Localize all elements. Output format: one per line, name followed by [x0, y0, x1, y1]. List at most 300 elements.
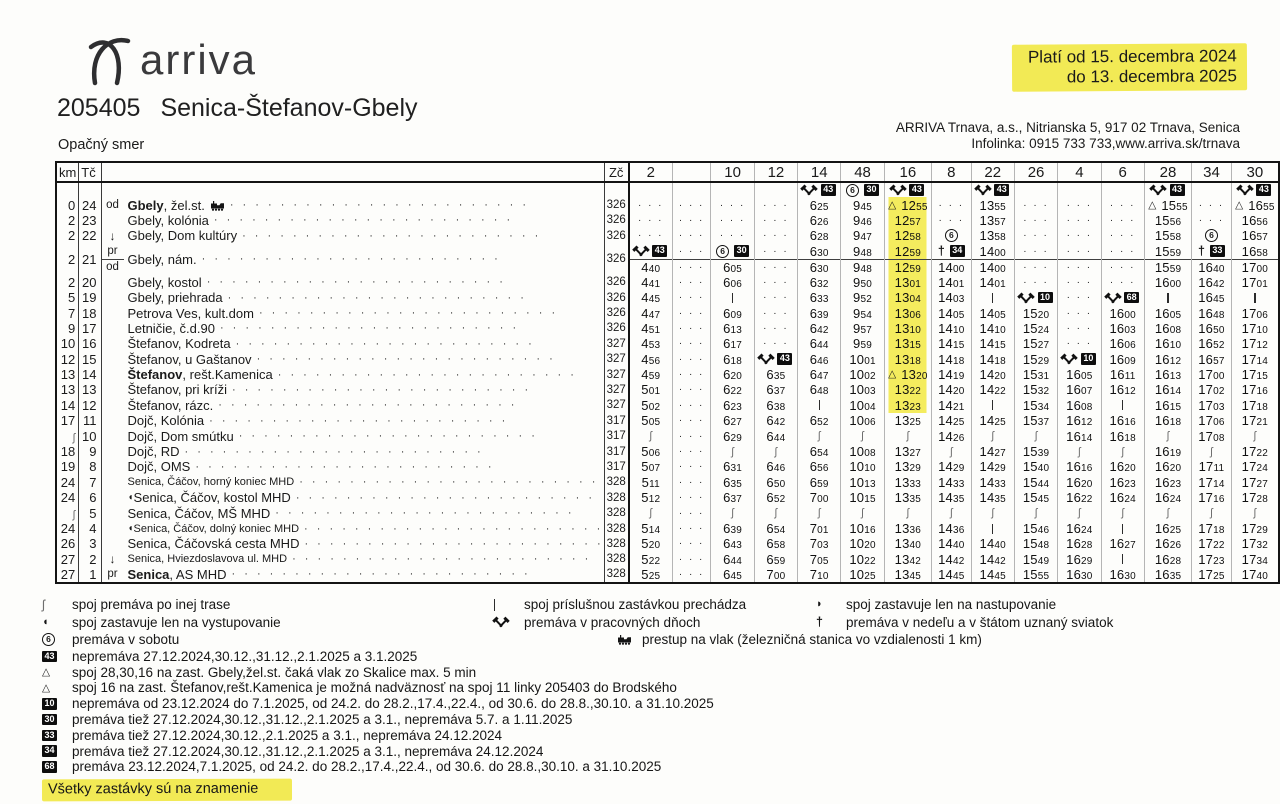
trip-header: 48 [841, 162, 884, 182]
time-cell [672, 567, 711, 583]
time-cell [1101, 336, 1144, 351]
station-tc: 2 [79, 552, 101, 567]
time-value: 1322 [894, 382, 922, 398]
no-service-dots: · · · [1109, 276, 1136, 288]
station-marker [101, 352, 123, 367]
dot-leader: · · · · · · · · · · · · · · · · · · · · · · · · [277, 368, 577, 381]
station-name: Dojč, OMS · · · · · · · · · · · · · · · · · · · · · · · · [124, 459, 605, 474]
time-cell [1192, 490, 1232, 505]
time-value: 1258 [894, 228, 922, 244]
time-cell [798, 475, 841, 490]
time-cell [1192, 428, 1232, 443]
station-name: Gbely, priehrada · · · · · · · · · · · · · · · · · · · · · · · · [124, 290, 605, 305]
station-marker [101, 275, 123, 290]
time-cell [1231, 567, 1279, 583]
station-row [56, 382, 1279, 397]
note-text: premáva tiež 27.12.2024,30.12.,31.12.,2.1.2025 a 3.1., nepremáva 5.7. a 1.11.2025 [72, 712, 573, 728]
time-cell [672, 413, 711, 428]
time-value: 1559 [1154, 243, 1182, 259]
other-route-icon: ʃ [1034, 430, 1038, 443]
time-value: 1534 [1022, 397, 1050, 413]
time-value: 1555 [1161, 197, 1188, 213]
station-km: 2 [56, 213, 79, 228]
time-cell [798, 321, 841, 336]
station-tc: 19 [79, 290, 101, 305]
no-service-dots: · · · [678, 338, 705, 350]
time-value: 1445 [979, 566, 1006, 582]
station-marker [101, 382, 123, 397]
legend-icon [494, 599, 524, 611]
note-text: premáva tiež 27.12.2024,30.12.,31.12.,2.1.2025 a 3.1., nepremáva 24.12.2024 [72, 743, 544, 759]
station-zc: 326 [604, 228, 629, 243]
other-route-icon: ʃ [991, 430, 994, 443]
time-value: 1706 [1241, 305, 1269, 321]
time-value: 1335 [894, 490, 922, 506]
time-cell [1144, 336, 1191, 351]
no-service-dots: · · · [678, 353, 705, 365]
note-text: spoj 16 na zast. Štefanov,rešt.Kamenica je možná nadväznosť na spoj 11 linky 205403 do Brodského [72, 680, 677, 696]
time-value: 1618 [1154, 413, 1182, 429]
marker-pr: pr [107, 568, 118, 581]
time-cell [798, 567, 841, 583]
time-cell [1014, 259, 1057, 275]
time-value: 1433 [938, 474, 965, 490]
station-zc: 317 [604, 413, 629, 428]
other-route-icon: ʃ [731, 507, 734, 520]
station-zc: 326 [604, 213, 629, 228]
time-cell [932, 444, 972, 459]
time-value: 1336 [894, 521, 922, 536]
time-cell [1192, 352, 1232, 367]
time-cell [1014, 382, 1057, 397]
time-cell [884, 382, 931, 397]
station-marker [101, 552, 123, 567]
station-tc: 17 [79, 321, 101, 336]
time-cell [754, 290, 797, 305]
header-tc: Tč [79, 162, 101, 182]
time-value: 1613 [1154, 367, 1182, 383]
other-route-icon: ʃ [817, 507, 821, 520]
time-cell [884, 505, 931, 520]
time-cell [754, 213, 797, 228]
time-cell [1058, 228, 1101, 243]
time-value: 1304 [894, 290, 922, 306]
time-value: 1445 [938, 566, 965, 582]
time-cell [932, 505, 972, 520]
time-cell [629, 413, 673, 428]
note-item [42, 680, 1252, 696]
station-name: Senica, Čáčov, horný koniec MHD · · · · · · · · · · · · · · · · · · · · · · · · [124, 475, 605, 490]
no-service-dots: · · · [763, 230, 789, 242]
note-badge: 30 [864, 184, 879, 196]
station-zc: 327 [604, 398, 629, 413]
time-cell [1192, 197, 1232, 212]
time-cell [1014, 428, 1057, 443]
time-cell [932, 490, 972, 505]
time-value: 1652 [1198, 336, 1225, 352]
trip-header [672, 162, 711, 182]
no-service-dots: · · · [678, 276, 705, 288]
train-icon [210, 200, 225, 211]
time-cell [1144, 521, 1191, 536]
station-row [56, 213, 1279, 228]
time-value: 1310 [894, 320, 922, 336]
time-value: 648 [809, 382, 829, 398]
no-service-dots: · · · [763, 199, 789, 211]
time-value: 1405 [979, 305, 1006, 321]
time-cell [754, 275, 797, 290]
time-cell [1144, 382, 1191, 397]
passes-stop-icon [1167, 293, 1168, 303]
time-cell [1231, 552, 1279, 567]
time-cell [672, 505, 711, 520]
dot-leader: · · · · · · · · · · · · · · · · · · · · · · · · [295, 491, 596, 504]
time-cell [798, 459, 841, 474]
time-cell [1192, 367, 1232, 382]
time-cell [1231, 259, 1279, 275]
station-km: 26 [56, 536, 79, 551]
note-icon [42, 667, 72, 678]
time-cell [1231, 336, 1279, 351]
saturday-icon: 6 [42, 633, 55, 646]
time-value: 947 [853, 228, 873, 244]
time-cell [672, 398, 711, 413]
note-badge: 43 [777, 353, 792, 365]
time-cell [841, 490, 884, 505]
connection-triangle-icon: △ [42, 681, 51, 694]
other-route-icon: ʃ [861, 507, 864, 520]
note-text: premáva 23.12.2024,7.1.2025, od 24.2. do 28.2.,17.4.,22.4., od 30.6. do 28.8.,30.10. a 31.10.2025 [72, 759, 662, 775]
time-value: 1426 [938, 428, 965, 444]
time-value: 644 [766, 428, 786, 444]
other-route-icon: ʃ [731, 445, 734, 458]
time-cell [1144, 398, 1191, 413]
time-value: 1607 [1066, 382, 1093, 398]
column-symbols-row [56, 182, 1279, 197]
time-value: 1400 [979, 259, 1006, 275]
header-blank [101, 162, 604, 182]
station-tc: 16 [79, 336, 101, 351]
no-service-dots: · · · [678, 384, 705, 396]
time-cell [841, 305, 884, 320]
time-value: 1433 [979, 474, 1006, 490]
trip-header: 30 [1231, 162, 1279, 182]
time-cell [841, 428, 884, 443]
time-cell [672, 352, 711, 367]
time-value: 1436 [938, 521, 965, 536]
time-value: 1625 [1154, 521, 1182, 536]
time-cell [711, 413, 754, 428]
time-cell [841, 521, 884, 536]
station-zc: 327 [604, 352, 629, 367]
time-cell [754, 197, 797, 212]
time-value: 1425 [938, 413, 965, 429]
no-service-dots: · · · [678, 399, 705, 411]
station-km [56, 428, 79, 443]
station-zc: 326 [604, 290, 629, 305]
time-value: 957 [853, 320, 873, 336]
time-cell [1192, 536, 1232, 551]
time-value: 1725 [1198, 566, 1225, 582]
time-cell [1231, 505, 1279, 520]
time-cell [711, 336, 754, 351]
time-cell [1192, 552, 1232, 567]
time-cell [629, 475, 673, 490]
time-cell [754, 444, 797, 459]
time-cell [884, 398, 931, 413]
dot-leader: · · · · · · · · · · · · · · · · · · · · · · · · [206, 276, 506, 289]
time-value: 703 [809, 536, 829, 552]
time-value: 1555 [1022, 566, 1050, 582]
station-zc: 326 [604, 321, 629, 336]
time-cell [1231, 413, 1279, 428]
time-cell [971, 197, 1014, 212]
workdays-icon [1238, 185, 1251, 196]
no-service-dots: · · · [678, 307, 705, 319]
time-value: 1524 [1022, 320, 1050, 336]
station-tc: 22 [79, 228, 101, 243]
time-value: 1401 [979, 274, 1006, 290]
time-cell [629, 567, 673, 583]
time-cell [1192, 259, 1232, 275]
time-cell [884, 336, 931, 351]
time-cell [1192, 459, 1232, 474]
station-row [56, 352, 1279, 367]
time-value: 1722 [1241, 444, 1269, 460]
time-cell [798, 382, 841, 397]
time-cell [711, 536, 754, 551]
time-cell [1231, 490, 1279, 505]
time-value: 1327 [894, 444, 922, 460]
legend-icon [42, 633, 72, 646]
legend-text: spoj príslušnou zastávkou prechádza [524, 597, 747, 613]
note-item [42, 696, 1252, 712]
time-value: 1429 [979, 459, 1006, 475]
note-text: spoj 28,30,16 na zast. Gbely,žel.st. čaká vlak zo Skalice max. 5 min [72, 664, 477, 680]
station-row [56, 367, 1279, 382]
station-marker [101, 336, 123, 351]
no-service-dots: · · · [678, 568, 705, 580]
time-value: 511 [641, 474, 660, 490]
time-cell [841, 213, 884, 228]
workdays-icon [976, 185, 989, 196]
time-value: 1616 [1066, 459, 1093, 475]
dot-leader: · · · · · · · · · · · · · · · · · · · · · · · · [258, 307, 559, 320]
time-cell [711, 490, 754, 505]
time-cell [841, 459, 884, 474]
time-value: 1400 [979, 243, 1006, 259]
station-tc: 10 [79, 428, 101, 443]
time-cell [1058, 305, 1101, 320]
time-cell [672, 275, 711, 290]
time-cell [1014, 521, 1057, 536]
no-service-dots: · · · [678, 476, 705, 488]
station-marker [101, 521, 123, 536]
other-route-icon: ʃ [906, 507, 910, 520]
other-route-icon: ʃ [649, 430, 652, 443]
time-cell [1058, 475, 1101, 490]
time-cell [1014, 228, 1057, 243]
time-cell [629, 428, 673, 443]
time-cell [754, 521, 797, 536]
time-cell [798, 367, 841, 382]
legend-item [494, 615, 816, 630]
time-cell [711, 275, 754, 290]
marker-od: od [106, 261, 119, 274]
time-value: 1628 [1154, 551, 1182, 567]
workdays-icon [1152, 185, 1165, 196]
time-value: 1556 [1154, 212, 1182, 228]
time-value: 1658 [1241, 243, 1269, 259]
station-km: 27 [56, 552, 79, 567]
time-cell [932, 536, 972, 551]
station-km: 0 [56, 197, 79, 212]
time-cell [1101, 244, 1144, 260]
time-value: 1656 [1241, 212, 1269, 228]
time-cell [1014, 490, 1057, 505]
time-cell [841, 244, 884, 260]
time-cell [1101, 382, 1144, 397]
time-cell [711, 197, 754, 212]
note-text: premáva tiež 27.12.2024,30.12.,2.1.2025 a 3.1., nepremáva 24.12.2024 [72, 727, 503, 743]
no-service-dots: · · · [1198, 199, 1225, 211]
time-cell [884, 275, 931, 290]
time-value: 1002 [849, 367, 876, 383]
time-value: 1435 [979, 490, 1006, 506]
time-value: 456 [641, 351, 661, 367]
other-route-icon: ʃ [774, 507, 778, 520]
saturday-icon: 6 [945, 229, 958, 242]
legend-icon [42, 617, 72, 628]
time-cell [1058, 290, 1101, 305]
time-value: 656 [809, 459, 829, 475]
time-value: 1609 [1109, 351, 1136, 367]
time-cell [971, 213, 1014, 228]
station-tc: 8 [79, 459, 101, 474]
time-cell [841, 197, 884, 212]
trip-header: 16 [884, 162, 931, 182]
time-cell [884, 536, 931, 551]
time-value: 441 [641, 274, 661, 290]
time-value: 654 [809, 444, 829, 460]
time-cell [1014, 197, 1057, 212]
time-cell [711, 352, 754, 367]
time-cell [798, 505, 841, 520]
note-badge: 43 [1256, 184, 1271, 196]
time-value: 1716 [1198, 490, 1225, 506]
time-cell [754, 567, 797, 583]
time-cell [672, 336, 711, 351]
time-cell [932, 197, 972, 212]
time-cell [1192, 290, 1232, 305]
legend-item [42, 615, 494, 630]
dot-leader: · · · · · · · · · · · · · · · · · · · · · · · · [218, 399, 518, 412]
no-service-dots: · · · [1023, 276, 1049, 288]
time-value: 643 [723, 536, 743, 552]
time-value: 1701 [1241, 274, 1269, 290]
time-cell [1192, 567, 1232, 583]
time-value: 701 [809, 521, 829, 536]
line-number: 205405 [57, 94, 141, 122]
time-value: 629 [723, 428, 743, 444]
time-value: 639 [723, 521, 743, 536]
time-cell [1231, 275, 1279, 290]
sunday-holiday-icon: † [937, 243, 945, 258]
other-route-icon: ʃ [1166, 507, 1170, 520]
time-cell [1101, 567, 1144, 583]
time-value: 710 [809, 566, 829, 582]
time-value: 1619 [1154, 444, 1182, 460]
time-value: 1723 [1198, 551, 1225, 567]
time-value: 644 [723, 551, 743, 567]
time-cell [1058, 521, 1101, 536]
time-cell [971, 459, 1014, 474]
station-zc: 327 [604, 367, 629, 382]
station-marker [101, 213, 123, 228]
time-value: 1606 [1109, 336, 1136, 352]
time-value: 632 [809, 274, 829, 290]
note-badge: 43 [909, 184, 924, 196]
time-cell [884, 352, 931, 367]
time-cell [798, 228, 841, 243]
time-cell [971, 382, 1014, 397]
station-km: 24 [56, 490, 79, 505]
time-cell [1014, 275, 1057, 290]
time-cell [754, 382, 797, 397]
time-cell [629, 444, 673, 459]
station-marker [101, 475, 123, 490]
time-value: 1640 [1198, 259, 1225, 275]
time-cell [754, 305, 797, 320]
time-cell [629, 505, 673, 520]
time-value: 630 [809, 259, 829, 275]
station-zc: 326 [604, 305, 629, 320]
no-service-dots: · · · [678, 261, 705, 273]
time-value: 1333 [894, 474, 922, 490]
time-cell [1101, 536, 1144, 551]
time-cell [1014, 475, 1057, 490]
time-value: 1616 [1109, 413, 1136, 429]
note-item [42, 727, 1252, 743]
station-name: Senica , AS MHD · · · · · · · · · · · · · · · · · · · · · · · · [124, 567, 605, 583]
time-cell [1058, 567, 1101, 583]
time-value: 639 [809, 305, 829, 321]
time-value: 514 [641, 521, 661, 536]
dot-leader: · · · · · · · · · · · · · · · · · · · · · · · · [256, 353, 556, 366]
time-cell [841, 228, 884, 243]
time-value: 1529 [1022, 351, 1050, 367]
station-km: 27 [56, 567, 79, 583]
note-icon [42, 730, 72, 742]
time-value: 1546 [1022, 521, 1050, 536]
station-zc: 327 [604, 336, 629, 351]
time-value: 1342 [894, 551, 922, 567]
time-value: 1403 [938, 290, 965, 306]
time-cell [841, 290, 884, 305]
time-cell [932, 567, 972, 583]
time-cell [841, 505, 884, 520]
time-value: 646 [809, 351, 829, 367]
no-service-dots: · · · [678, 446, 705, 458]
time-cell [798, 244, 841, 260]
time-value: 512 [641, 490, 661, 506]
time-cell [1144, 321, 1191, 336]
time-cell [1231, 213, 1279, 228]
connection-triangle-icon: △ [42, 665, 51, 678]
time-cell [841, 475, 884, 490]
no-service-dots: · · · [1066, 214, 1093, 226]
time-value: 1435 [938, 490, 965, 506]
